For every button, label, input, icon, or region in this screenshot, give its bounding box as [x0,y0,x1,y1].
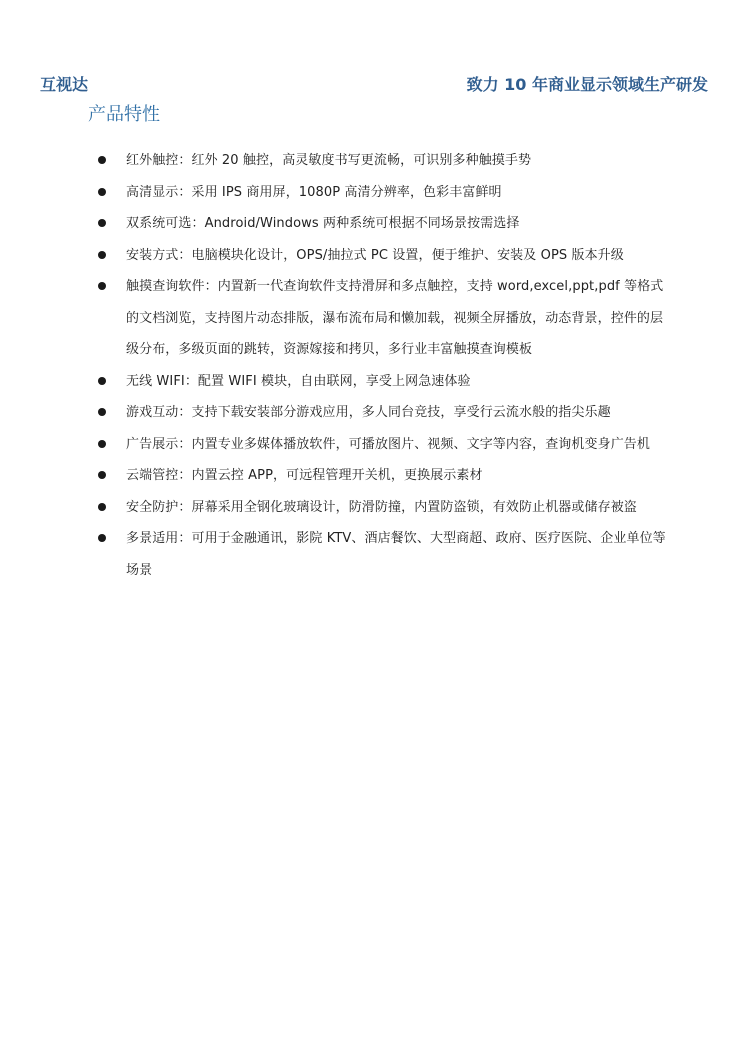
bullet-icon [98,156,106,164]
list-item [98,145,668,177]
feature-list [98,145,668,586]
bullet-icon [98,219,106,227]
list-item [98,177,668,209]
list-item [98,460,668,492]
list-item [98,366,668,398]
feature-text: 云端管控：内置云控 APP，可远程管理开关机，更换展示素材 [126,468,483,483]
bullet-icon [98,408,106,416]
list-item [98,240,668,272]
feature-text: 红外触控：红外 20 触控，高灵敏度书写更流畅，可识别多种触摸手势 [126,153,532,168]
list-item [98,208,668,240]
feature-text: 双系统可选：Android/Windows 两种系统可根据不同场景按需选择 [126,216,520,231]
feature-text: 高清显示：采用 IPS 商用屏，1080P 高清分辨率，色彩丰富鲜明 [126,184,502,200]
feature-text: 游戏互动：支持下载安装部分游戏应用，多人同台竞技，享受行云流水般的指尖乐趣 [126,405,611,420]
bullet-icon [98,503,106,511]
feature-text: 安装方式：电脑模块化设计，OPS/抽拉式 PC 设置，便于维护、安装及 OPS 版本升级 [126,247,624,263]
company-slogan: 致力 10 年商业显示领域生产研发 [466,75,708,94]
bullet-icon [98,440,106,448]
feature-text: 多景适用：可用于金融通讯，影院 KTV、酒店餐饮、大型商超、政府、医疗医院、企业单位等场景 [126,531,666,578]
bullet-icon [98,282,106,290]
feature-text: 安全防护：屏幕采用全钢化玻璃设计，防滑防撞，内置防盗锁，有效防止机器或储存被盗 [126,499,637,515]
feature-text: 广告展示：内置专业多媒体播放软件，可播放图片、视频、文字等内容，查询机变身广告机 [126,436,651,452]
list-item [98,523,668,586]
list-item [98,429,668,461]
bullet-icon [98,377,106,385]
feature-text: 触摸查询软件：内置新一代查询软件支持滑屏和多点触控，支持 word,excel,ppt,pdf 等格式的文档浏览，支持图片动态排版，瀑布流布局和懒加载，视频全屏播放，动态背景，控件的层级分布，多级页面的跳转，资源嫁接和拷贝，多行业丰富触摸查询模板 [126,279,664,357]
bullet-icon [98,534,106,542]
bullet-icon [98,471,106,479]
list-item [98,492,668,524]
list-item [98,397,668,429]
section-title: 产品特性 [88,104,160,125]
feature-text: 无线 WIFI：配置 WIFI 模块，自由联网，享受上网急速体验 [126,373,471,389]
company-name: 互视达 [40,75,89,94]
list-item [98,271,668,366]
bullet-icon [98,188,106,196]
bullet-icon [98,251,106,259]
